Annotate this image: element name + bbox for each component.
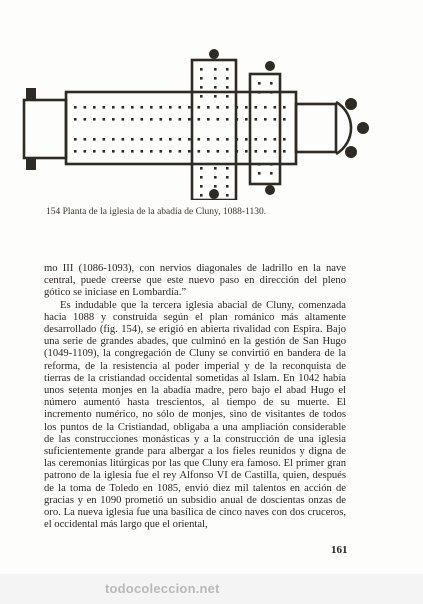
pier bbox=[214, 86, 217, 89]
pier bbox=[198, 106, 201, 109]
pier bbox=[122, 106, 125, 109]
pier bbox=[131, 150, 134, 153]
pier bbox=[226, 95, 229, 98]
pier bbox=[226, 150, 229, 153]
pier bbox=[84, 106, 87, 109]
pier bbox=[214, 167, 217, 170]
pier bbox=[103, 118, 106, 121]
pier bbox=[245, 138, 248, 141]
pier bbox=[274, 118, 277, 121]
pier bbox=[270, 91, 273, 94]
pier bbox=[198, 150, 201, 153]
pier bbox=[93, 150, 96, 153]
pier bbox=[179, 150, 182, 153]
pier bbox=[200, 68, 203, 71]
pier bbox=[264, 138, 267, 141]
pier bbox=[131, 118, 134, 121]
pier bbox=[236, 138, 239, 141]
pier bbox=[198, 118, 201, 121]
pier bbox=[169, 138, 172, 141]
pier bbox=[103, 150, 106, 153]
pier bbox=[226, 106, 229, 109]
pier bbox=[200, 185, 203, 188]
body-text bbox=[44, 263, 346, 531]
pier bbox=[283, 118, 286, 121]
pier bbox=[74, 150, 77, 153]
pier bbox=[179, 106, 182, 109]
pier bbox=[214, 77, 217, 80]
pier bbox=[198, 138, 201, 141]
pier bbox=[207, 106, 210, 109]
pier bbox=[274, 106, 277, 109]
pier bbox=[160, 150, 163, 153]
watermark: todocoleccion.net bbox=[105, 581, 220, 596]
page-number: 161 bbox=[331, 544, 348, 556]
pier bbox=[217, 150, 220, 153]
pier bbox=[236, 106, 239, 109]
pier bbox=[112, 150, 115, 153]
pier bbox=[226, 138, 229, 141]
pier bbox=[74, 138, 77, 141]
pier bbox=[245, 106, 248, 109]
pier bbox=[258, 91, 261, 94]
pier bbox=[93, 118, 96, 121]
pier bbox=[112, 138, 115, 141]
pier bbox=[74, 106, 77, 109]
pier bbox=[226, 68, 229, 71]
pier bbox=[214, 68, 217, 71]
pier bbox=[217, 118, 220, 121]
pier bbox=[207, 138, 210, 141]
pier bbox=[150, 138, 153, 141]
pier bbox=[122, 138, 125, 141]
pier bbox=[217, 138, 220, 141]
pier bbox=[141, 138, 144, 141]
pier bbox=[226, 185, 229, 188]
pier bbox=[179, 118, 182, 121]
pier bbox=[122, 150, 125, 153]
pier bbox=[258, 163, 261, 166]
pier bbox=[188, 118, 191, 121]
pier bbox=[255, 106, 258, 109]
pier bbox=[207, 150, 210, 153]
pier bbox=[214, 185, 217, 188]
pier bbox=[226, 167, 229, 170]
pier bbox=[264, 106, 267, 109]
pier bbox=[150, 150, 153, 153]
pier bbox=[84, 138, 87, 141]
pier bbox=[169, 118, 172, 121]
pier bbox=[200, 194, 203, 197]
pier bbox=[150, 106, 153, 109]
pier bbox=[283, 138, 286, 141]
pier bbox=[217, 106, 220, 109]
pier bbox=[226, 194, 229, 197]
pier bbox=[74, 118, 77, 121]
pier bbox=[122, 118, 125, 121]
pier bbox=[200, 176, 203, 179]
pier bbox=[160, 106, 163, 109]
pier bbox=[141, 106, 144, 109]
pier bbox=[84, 118, 87, 121]
pier bbox=[236, 150, 239, 153]
pier bbox=[264, 118, 267, 121]
pier bbox=[264, 150, 267, 153]
figure-caption: 154 Planta de la iglesia de la abadía de Cluny, 1088-1130. bbox=[46, 207, 267, 217]
pier bbox=[141, 118, 144, 121]
pier bbox=[274, 150, 277, 153]
pier bbox=[112, 106, 115, 109]
church-floor-plan bbox=[20, 40, 390, 200]
pier bbox=[258, 82, 261, 85]
pier bbox=[200, 95, 203, 98]
pier bbox=[93, 106, 96, 109]
pier bbox=[245, 150, 248, 153]
pier bbox=[255, 150, 258, 153]
pier bbox=[270, 172, 273, 175]
pier bbox=[245, 118, 248, 121]
pier bbox=[131, 106, 134, 109]
pier bbox=[200, 77, 203, 80]
pier bbox=[200, 167, 203, 170]
pier bbox=[226, 176, 229, 179]
pier bbox=[169, 150, 172, 153]
pier bbox=[214, 176, 217, 179]
pier bbox=[255, 138, 258, 141]
pier bbox=[141, 150, 144, 153]
paragraph-continued: mo III (1086-1093), con nervios diagonales de ladrillo en la nave central, puede creerse que este nuevo paso en dirección del pleno gótico se iniciase en Lombardía.” bbox=[44, 263, 346, 299]
pier bbox=[93, 138, 96, 141]
pier bbox=[131, 138, 134, 141]
pier bbox=[274, 138, 277, 141]
pier bbox=[283, 150, 286, 153]
pier bbox=[226, 86, 229, 89]
pier bbox=[207, 118, 210, 121]
pier bbox=[226, 77, 229, 80]
pier bbox=[188, 150, 191, 153]
pier bbox=[160, 138, 163, 141]
pier bbox=[84, 150, 87, 153]
pier bbox=[103, 138, 106, 141]
pier bbox=[270, 163, 273, 166]
pier bbox=[214, 194, 217, 197]
pier bbox=[236, 118, 239, 121]
pier bbox=[226, 118, 229, 121]
paragraph: Es indudable que la tercera iglesia abacial de Cluny, comenzada hacia 1088 y construida según el plan románico más altamente desarrollado (fig. 154), se erigió en abierta rivalidad con Espira. Bajo una serie de grandes abades, que culminó en la gestión de San Hugo (1049-1109), la congregación de Cluny se convirtió en bandera de la reforma, de la resistencia al poder imperial y de la reconquista de tierras de la cristiandad occidental sometidas al Islam. En 1042 había unos setenta monjes en la abadía madre, pero bajo el abad Hugo el número aumentó hasta trescientos, al tiempo de su muerte. El incremento numérico, no sólo de monjes, sino de visitantes de todos los puntos de la Cristiandad, obligaba a una ampliación considerable de las construcciones monásticas y a la construcción de una iglesia suficientemente grande para albergar a los fieles reunidos y digna de las ceremonias litúrgicas por las que Cluny era famoso. El primer gran patrono de la iglesia fue el rey Alfonso VI de Castilla, quien, después de la toma de Toledo en 1085, envió diez mil talentos en acción de gracias y en 1090 prometió un subsidio anual de doscientas onzas de oro. La nueva iglesia fue una basílica de cinco naves con dos cruceros, el occidental más largo que el oriental, bbox=[44, 299, 346, 531]
pier bbox=[150, 118, 153, 121]
pier bbox=[258, 172, 261, 175]
pier bbox=[103, 106, 106, 109]
pier bbox=[214, 95, 217, 98]
pier bbox=[188, 138, 191, 141]
pier bbox=[169, 106, 172, 109]
pier bbox=[200, 86, 203, 89]
pier bbox=[179, 138, 182, 141]
pier bbox=[160, 118, 163, 121]
pier bbox=[255, 118, 258, 121]
pier bbox=[188, 106, 191, 109]
pier bbox=[283, 106, 286, 109]
pier bbox=[112, 118, 115, 121]
pier bbox=[270, 82, 273, 85]
